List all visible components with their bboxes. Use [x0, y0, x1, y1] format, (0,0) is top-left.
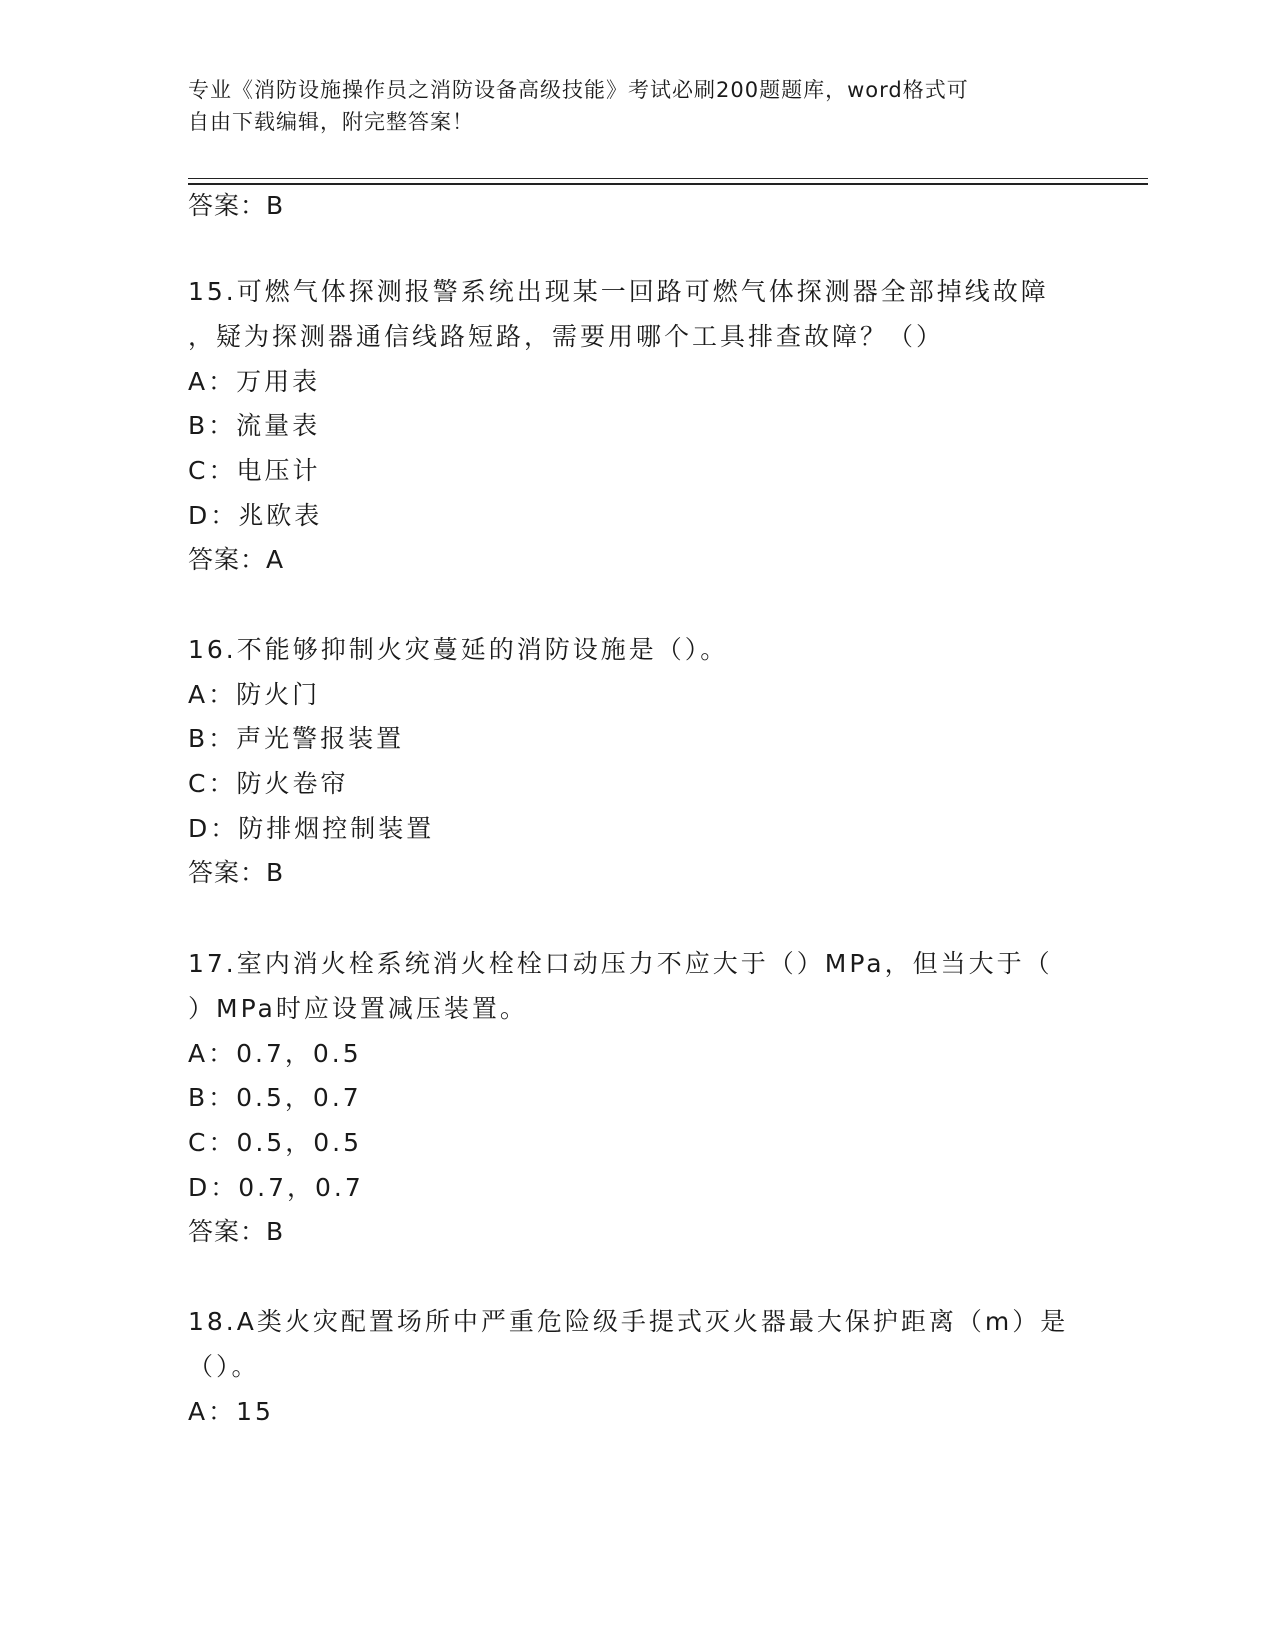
question-15-option-a: A：万用表 [188, 367, 321, 396]
header-line-2: 自由下载编辑，附完整答案！ [188, 110, 474, 134]
question-18-stem-line-2: （）。 [188, 1352, 260, 1381]
question-16-option-a: A：防火门 [188, 680, 321, 709]
question-17-answer: 答案：B [188, 1217, 285, 1246]
question-16-answer: 答案：B [188, 858, 285, 887]
question-15-option-d: D：兆欧表 [188, 501, 323, 530]
question-17-option-c: C：0.5，0.5 [188, 1128, 362, 1157]
question-16-option-b: B：声光警报装置 [188, 724, 405, 753]
previous-answer: 答案：B [188, 191, 285, 220]
question-18-stem-line-1: 18.A类火灾配置场所中严重危险级手提式灭火器最大保护距离（m）是 [188, 1307, 1069, 1336]
header-divider-top [188, 178, 1148, 179]
question-16-option-d: D：防排烟控制装置 [188, 814, 435, 843]
question-17-stem-line-2: ）MPa时应设置减压装置。 [188, 994, 528, 1023]
question-15-answer: 答案：A [188, 545, 285, 574]
document-header [188, 74, 1088, 138]
question-15-stem-line-2: ，疑为探测器通信线路短路，需要用哪个工具排查故障？（） [188, 322, 945, 351]
question-15-option-c: C：电压计 [188, 456, 321, 485]
question-17-option-b: B：0.5，0.7 [188, 1083, 362, 1112]
header-line-1: 专业《消防设施操作员之消防设备高级技能》考试必刷200题题库，word格式可 [188, 78, 969, 102]
question-17-option-d: D：0.7，0.7 [188, 1173, 364, 1202]
question-16-stem-line-1: 16.不能够抑制火灾蔓延的消防设施是（）。 [188, 635, 729, 664]
question-16-option-c: C：防火卷帘 [188, 769, 349, 798]
question-15-stem-line-1: 15.可燃气体探测报警系统出现某一回路可燃气体探测器全部掉线故障 [188, 277, 1049, 306]
question-17-stem-line-1: 17.室内消火栓系统消火栓栓口动压力不应大于（）MPa，但当大于（ [188, 949, 1053, 978]
question-17-option-a: A：0.7，0.5 [188, 1039, 362, 1068]
question-15-option-b: B：流量表 [188, 411, 321, 440]
question-18-option-a: A：15 [188, 1397, 274, 1426]
header-divider-bottom [188, 183, 1148, 185]
